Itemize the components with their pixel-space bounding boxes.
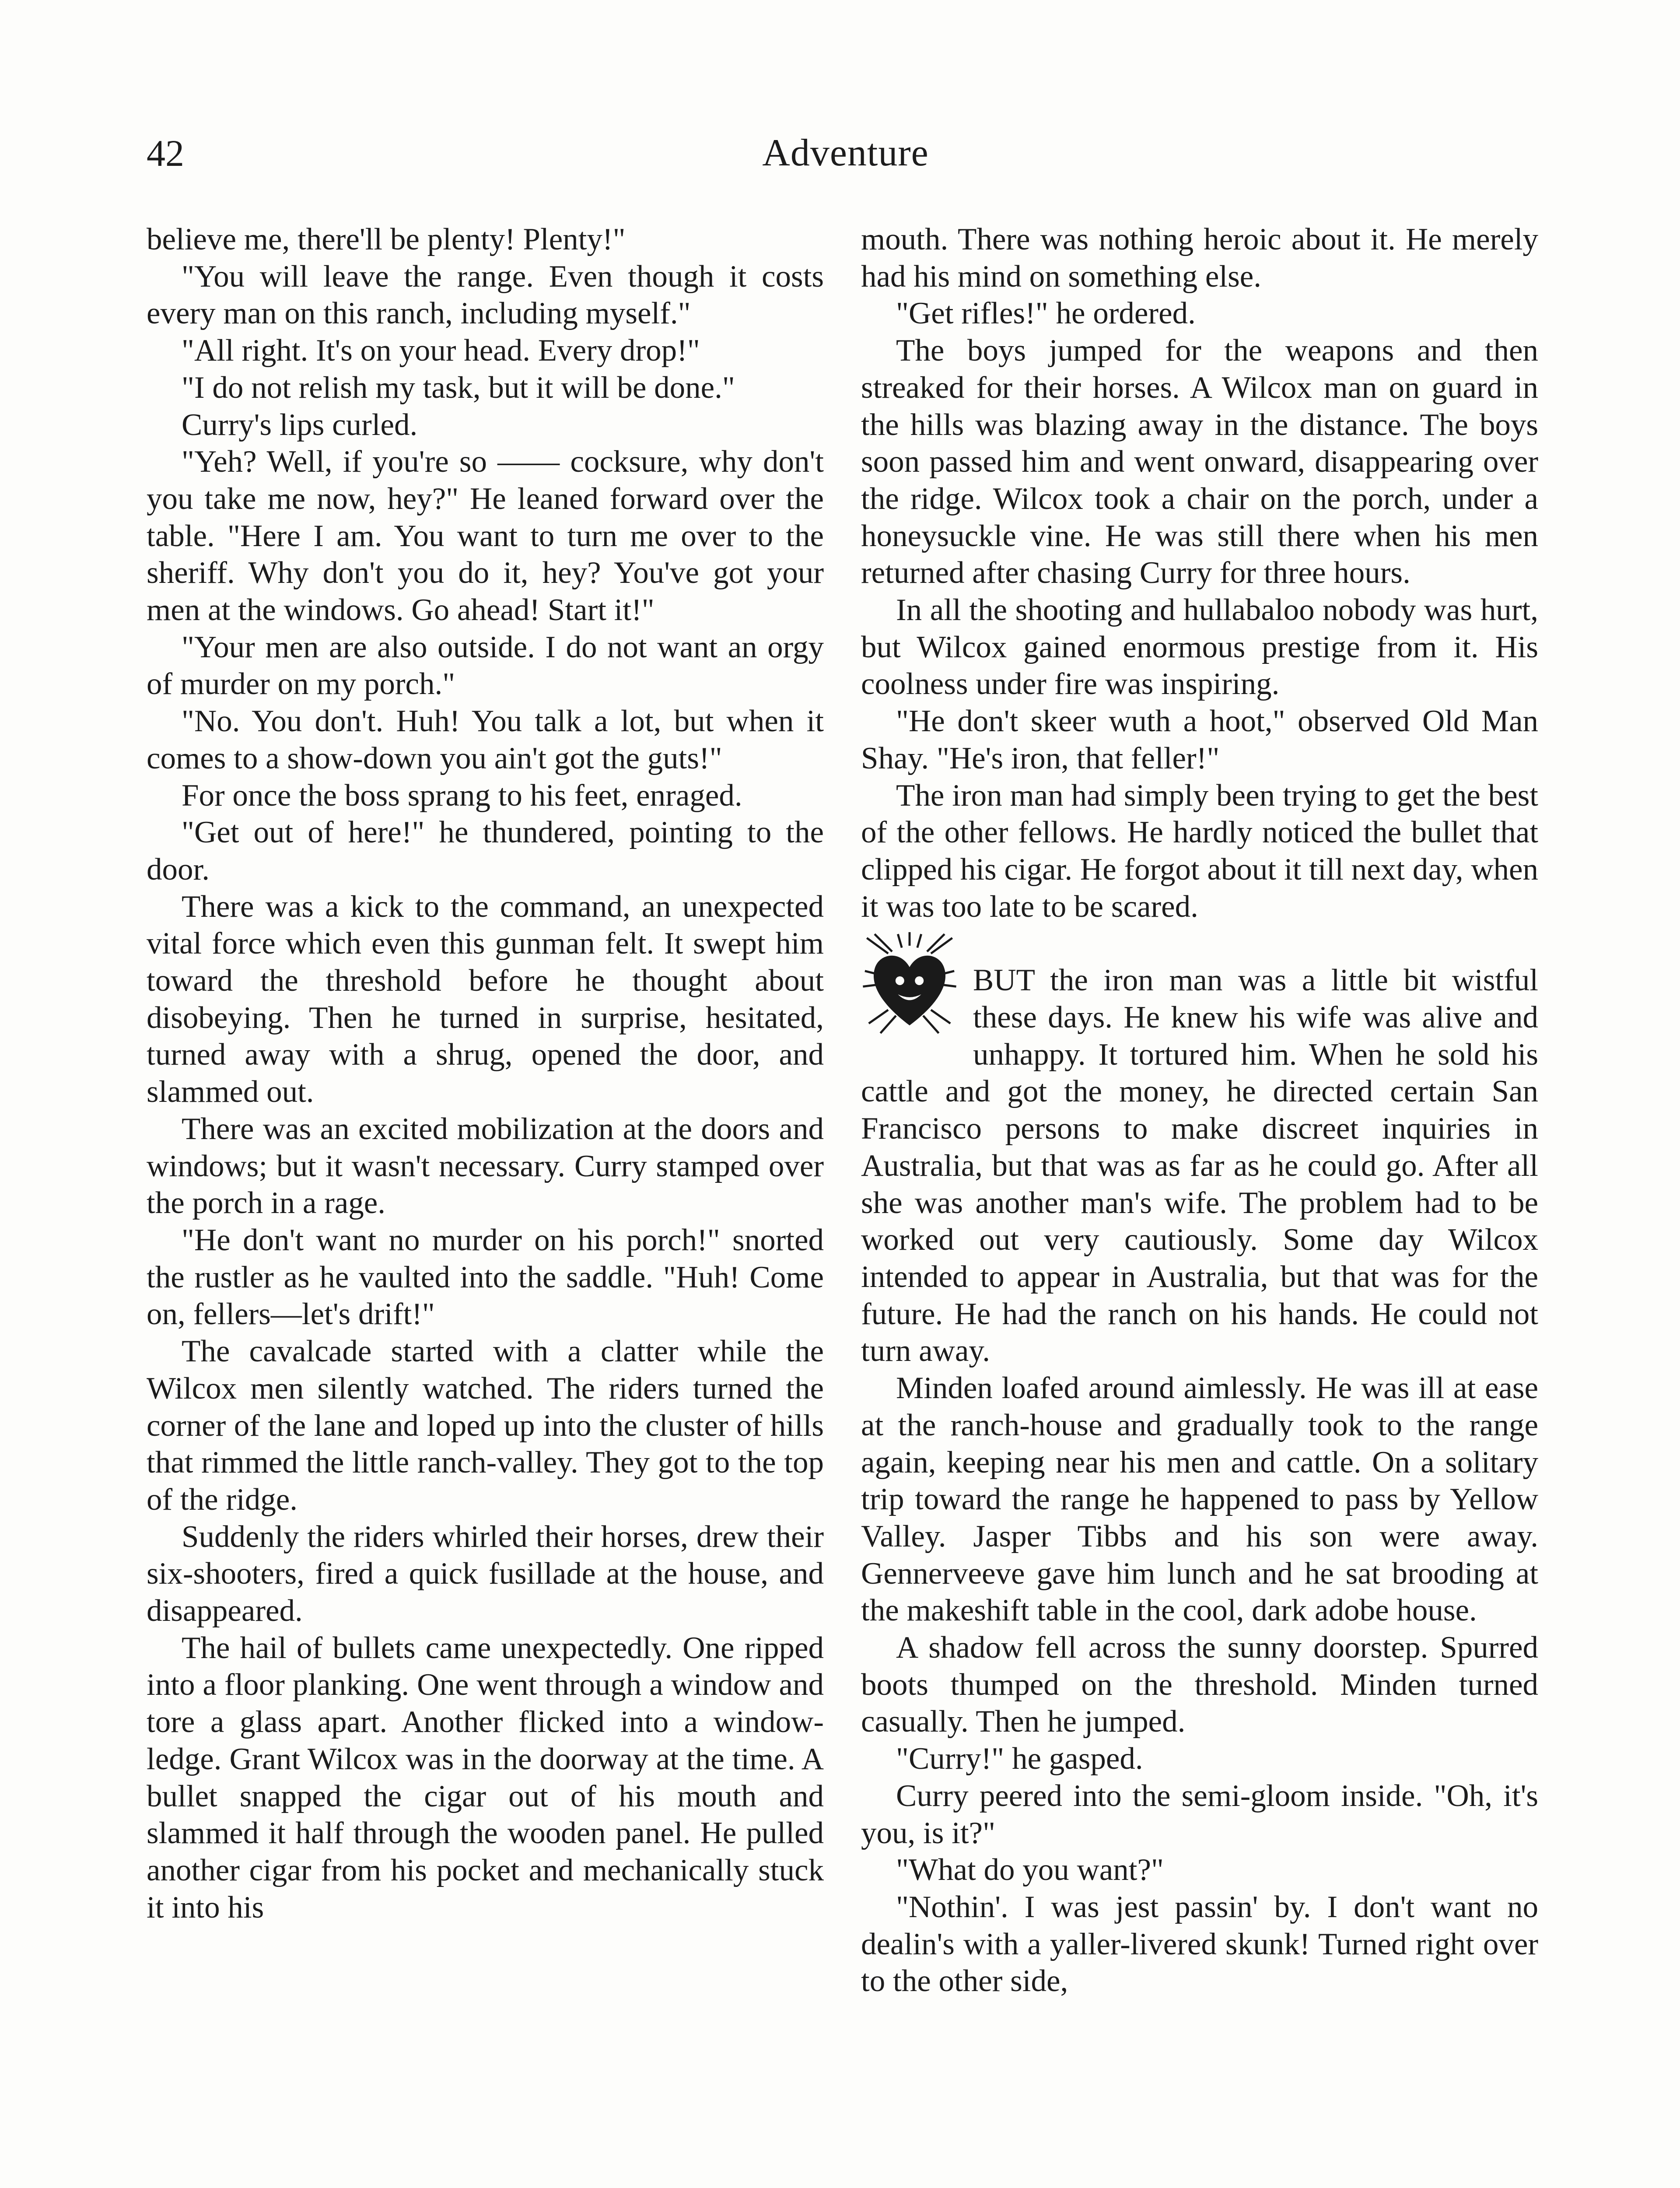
paragraph: "Get rifles!" he ordered. bbox=[896, 296, 1196, 331]
paragraph: Curry's lips curled. bbox=[182, 407, 418, 442]
ornament-heart bbox=[874, 956, 945, 1026]
paragraph: There was an excited mobilization at the doors and windows; but it wasn't necessary. Curry stamped over the porch in a rage. bbox=[147, 1112, 824, 1220]
paragraph: "I do not relish my task, but it will be done." bbox=[182, 370, 735, 405]
paragraph: "You will leave the range. Even though it costs every man on this ranch, including myself." bbox=[147, 259, 824, 331]
right-column bbox=[861, 221, 1538, 2000]
paragraph: In all the shooting and hullabaloo nobody was hurt, but Wilcox gained enormous prestige from it. His coolness under fire was inspiring. bbox=[861, 593, 1538, 701]
paragraph: "Nothin'. I was jest passin' by. I don't want no dealin's with a yaller-livered skunk! Turned right over to the other side, bbox=[861, 1890, 1538, 1999]
paragraph: mouth. There was nothing heroic about it. He merely had his mind on something else. bbox=[861, 222, 1538, 294]
paragraph: The hail of bullets came unexpectedly. One ripped into a floor planking. One went through a window and tore a glass apart. Another flicked into a window-ledge. Grant Wilcox was in the doorway at the time. A bullet snapped the cigar out of his mouth and slammed it half through the wooden panel. He pulled another cigar from his pocket and mechanically stuck it into his bbox=[147, 1630, 824, 1925]
paragraph: A shadow fell across the sunny doorstep. Spurred boots thumped on the threshold. Minden turned casually. Then he jumped. bbox=[861, 1630, 1538, 1739]
paragraph: For once the boss sprang to his feet, enraged. bbox=[182, 778, 742, 813]
running-title: Adventure bbox=[762, 132, 929, 174]
paragraph: "All right. It's on your head. Every drop!" bbox=[182, 333, 700, 368]
paragraph: The boys jumped for the weapons and then streaked for their horses. A Wilcox man on guard in the hills was blazing away in the distance. The boys soon passed him and went onward, disappearing over the ridge. Wilcox took a chair on the porch, under a honeysuckle vine. He was still there when his men returned after chasing Curry for three hours. bbox=[861, 333, 1538, 590]
paragraph: There was a kick to the command, an unexpected vital force which even this gunman felt. It swept him toward the threshold before he thought about disobeying. Then he turned in surprise, hesitated, turned away with a shrug, opened the door, and slammed out. bbox=[147, 889, 824, 1109]
paragraph: "He don't skeer wuth a hoot," observed Old Man Shay. "He's iron, that feller!" bbox=[861, 704, 1538, 775]
section-break-heart-icon bbox=[861, 932, 958, 1037]
paragraph: believe me, there'll be plenty! Plenty!" bbox=[147, 222, 626, 256]
paragraph: The cavalcade started with a clatter while the Wilcox men silently watched. The riders turned the corner of the lane and loped up into the cluster of hills that rimmed the little ranch-valley. They got to the top of the ridge. bbox=[147, 1334, 824, 1517]
page-header bbox=[147, 127, 1544, 184]
paragraph: The iron man had simply been trying to get the best of the other fellows. He hardly noticed the bullet that clipped his cigar. He forgot about it till next day, when it was too late to be scared. bbox=[861, 778, 1538, 924]
paragraph: "Get out of here!" he thundered, pointing to the door. bbox=[147, 815, 824, 887]
paragraph: "Yeh? Well, if you're so —— cocksure, why don't you take me now, hey?" He leaned forward over the table. "Here I am. You want to turn me over to the sheriff. Why don't you do it, hey? You've got your men at the windows. Go ahead! Start it!" bbox=[147, 445, 824, 628]
left-column bbox=[147, 221, 824, 1926]
paragraph: "No. You don't. Huh! You talk a lot, but when it comes to a show-down you ain't got the guts!" bbox=[147, 704, 824, 775]
paragraph: "He don't want no murder on his porch!" snorted the rustler as he vaulted into the saddle. "Huh! Come on, fellers—let's drift!" bbox=[147, 1223, 824, 1332]
paragraph: "Curry!" he gasped. bbox=[896, 1742, 1143, 1776]
paragraph: Minden loafed around aimlessly. He was ill at ease at the ranch-house and gradually took to the range again, keeping near his men and cattle. On a solitary trip toward the range he happened to pass by Yellow Valley. Jasper Tibbs and his son were away. Gennerveeve gave him lunch and he sat brooding at the makeshift table in the cool, dark adobe house. bbox=[861, 1371, 1538, 1628]
paragraph: "What do you want?" bbox=[896, 1853, 1164, 1887]
paragraph: Curry peered into the semi-gloom inside. "Oh, it's you, is it?" bbox=[861, 1778, 1538, 1850]
paragraph: BUT the iron man was a little bit wistful these days. He knew his wife was alive and unhappy. It tortured him. When he sold his cattle and got the money, he directed certain San Francisco persons to make discreet inquiries in Australia, but that was as far as he could go. After all she was another man's wife. The problem had to be worked out very cautiously. Some day Wilcox intended to appear in Australia, but that was for the future. He had the ranch on his hands. He could not turn away. bbox=[861, 963, 1538, 1368]
paragraph: "Your men are also outside. I do not want an orgy of murder on my porch." bbox=[147, 630, 824, 701]
paragraph: Suddenly the riders whirled their horses, drew their six-shooters, fired a quick fusillade at the house, and disappeared. bbox=[147, 1519, 824, 1628]
page-number: 42 bbox=[147, 132, 184, 174]
